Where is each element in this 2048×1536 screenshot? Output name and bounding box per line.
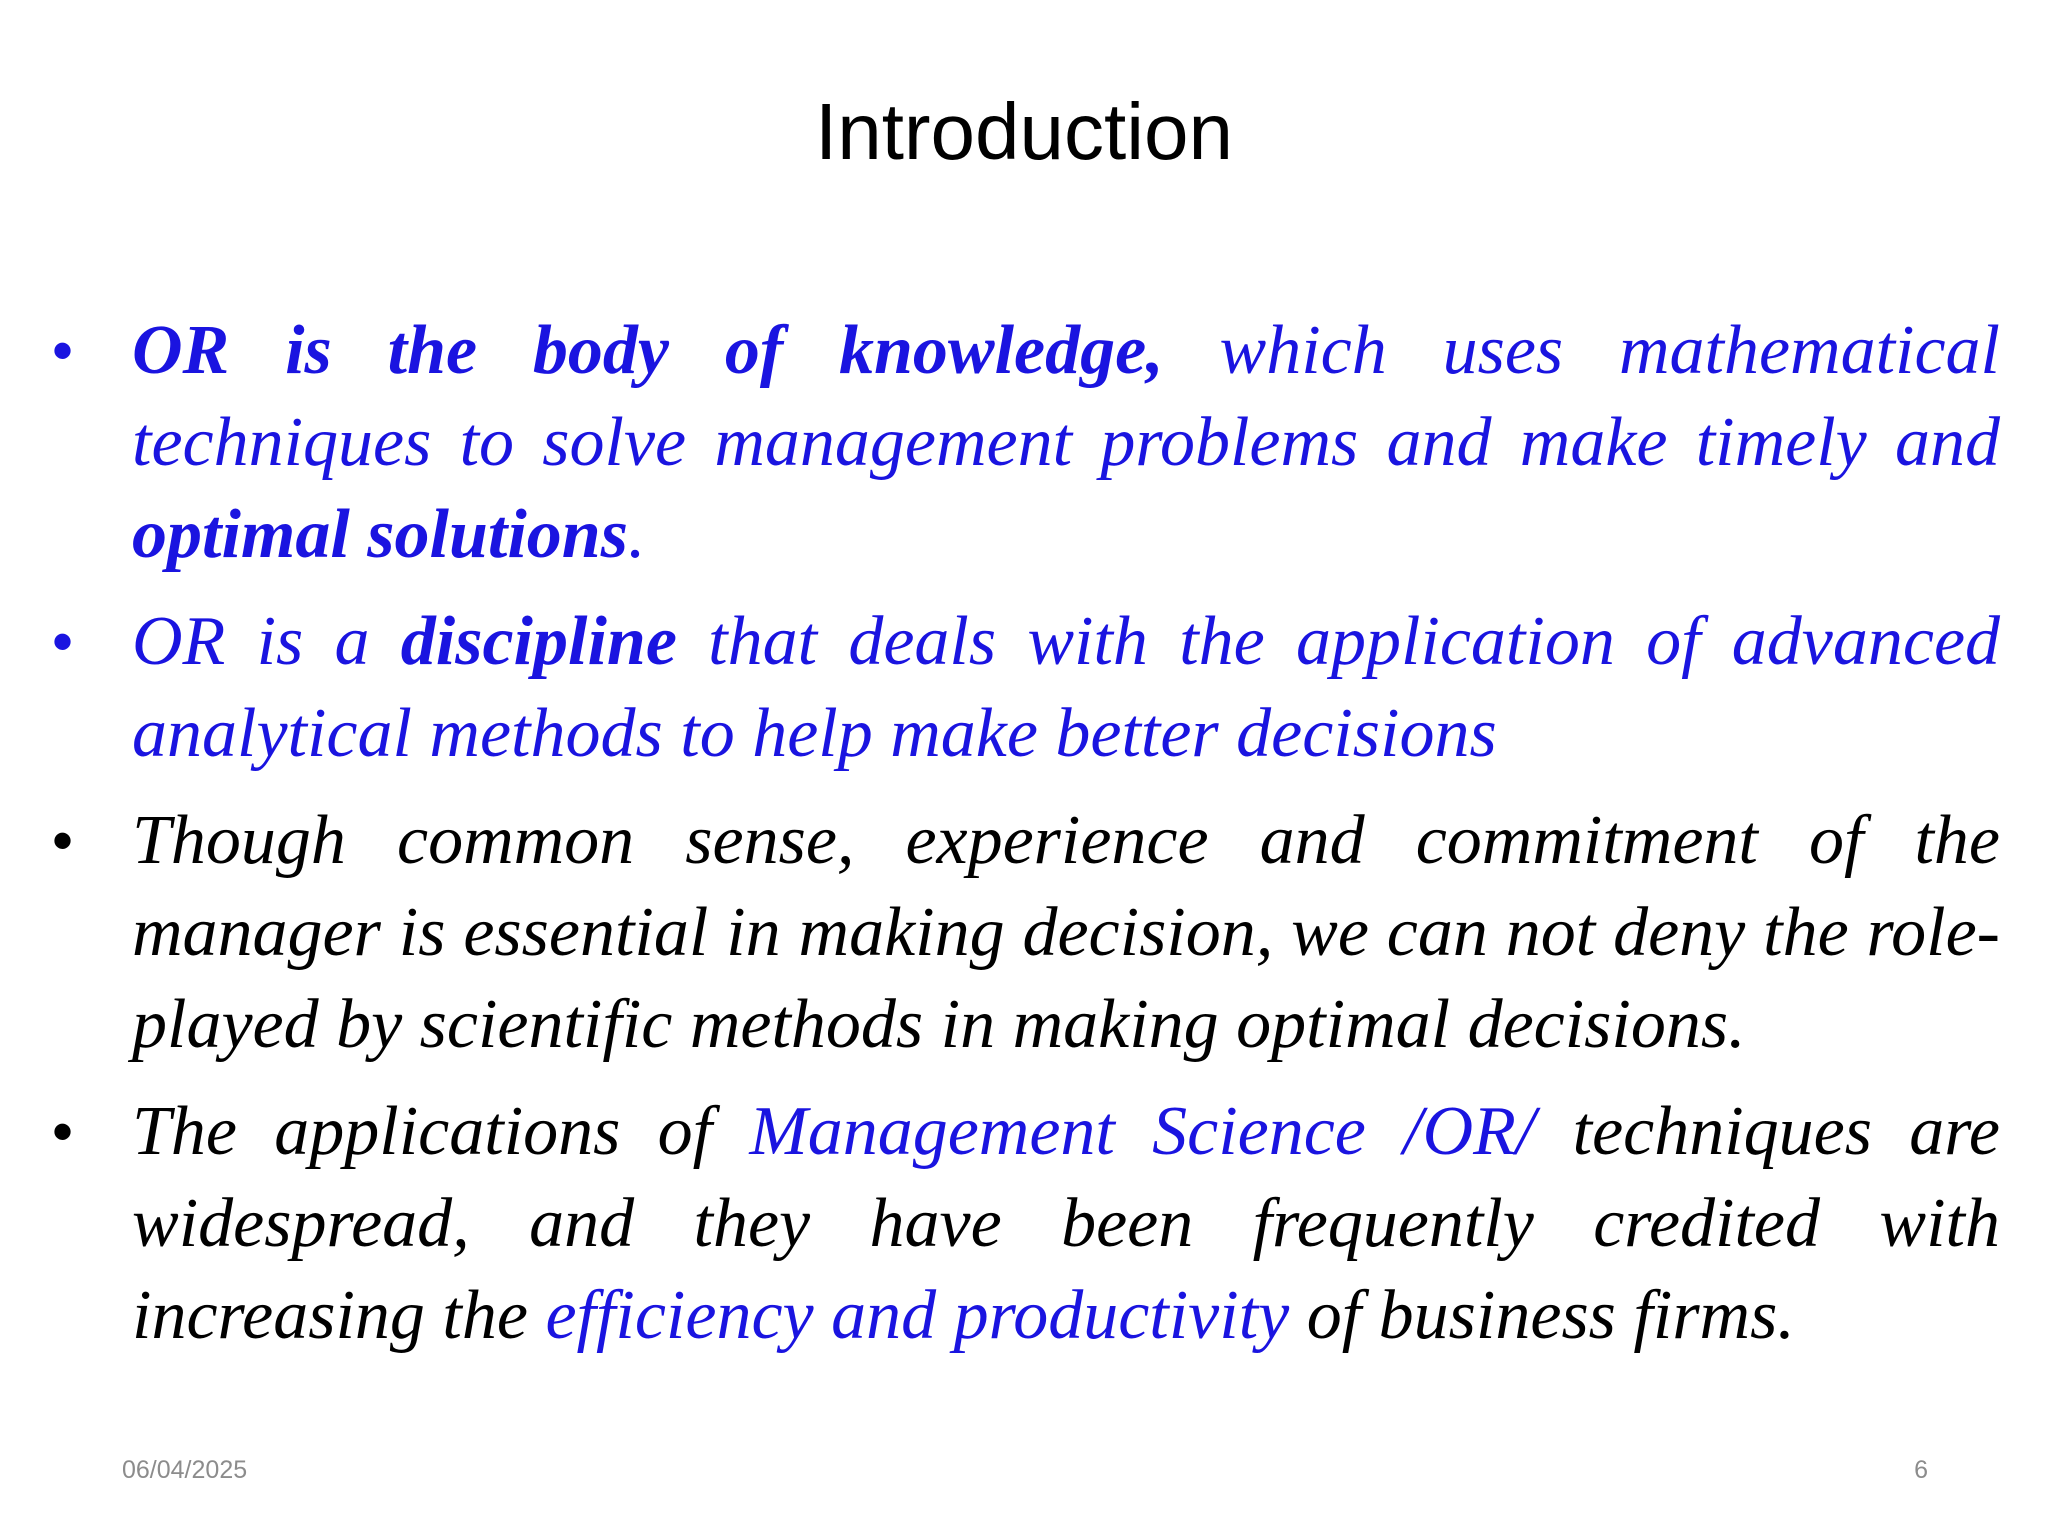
bullet-text-bold: OR is the body of knowledge,	[132, 312, 1164, 389]
bullet-marker: •	[52, 317, 74, 384]
bullet-marker: •	[52, 807, 74, 874]
slide-title: Introduction	[814, 87, 1234, 176]
bullet-text-highlight: Management Science /OR/	[749, 1093, 1536, 1170]
bullet-text: The applications of	[132, 1093, 750, 1170]
bullet-text-highlight: efficiency and productivity	[545, 1277, 1290, 1354]
bullet-text-bold: discipline	[400, 603, 677, 680]
bullet-text: OR is a	[132, 603, 401, 680]
bullet-list	[52, 305, 2000, 1377]
bullet-item	[52, 596, 2000, 780]
bullet-marker: •	[52, 1098, 74, 1165]
bullet-text: Though common sense, experience and commitment of the manager is essential in making decision, we can not deny the role-played by scientific methods in making optimal decisions.	[132, 802, 2000, 1063]
footer-page-number: 6	[1914, 1456, 1928, 1484]
bullet-text-bold: optimal solutions	[132, 496, 628, 573]
bullet-item	[52, 305, 2000, 581]
bullet-item	[52, 795, 2000, 1071]
bullet-text: of business firms.	[1289, 1277, 1795, 1354]
bullet-marker: •	[52, 608, 74, 675]
bullet-text: that deals with the application of advanced analytical methods to help make better decisions	[132, 603, 2001, 772]
footer-date: 06/04/2025	[122, 1456, 248, 1484]
bullet-text: which uses mathematical techniques to solve management problems and make timely and	[132, 312, 2001, 481]
bullet-text: .	[627, 496, 646, 573]
bullet-item	[52, 1086, 2000, 1362]
bullet-text: techniques are widespread, and they have been frequently credited with increasing the	[132, 1093, 2000, 1354]
